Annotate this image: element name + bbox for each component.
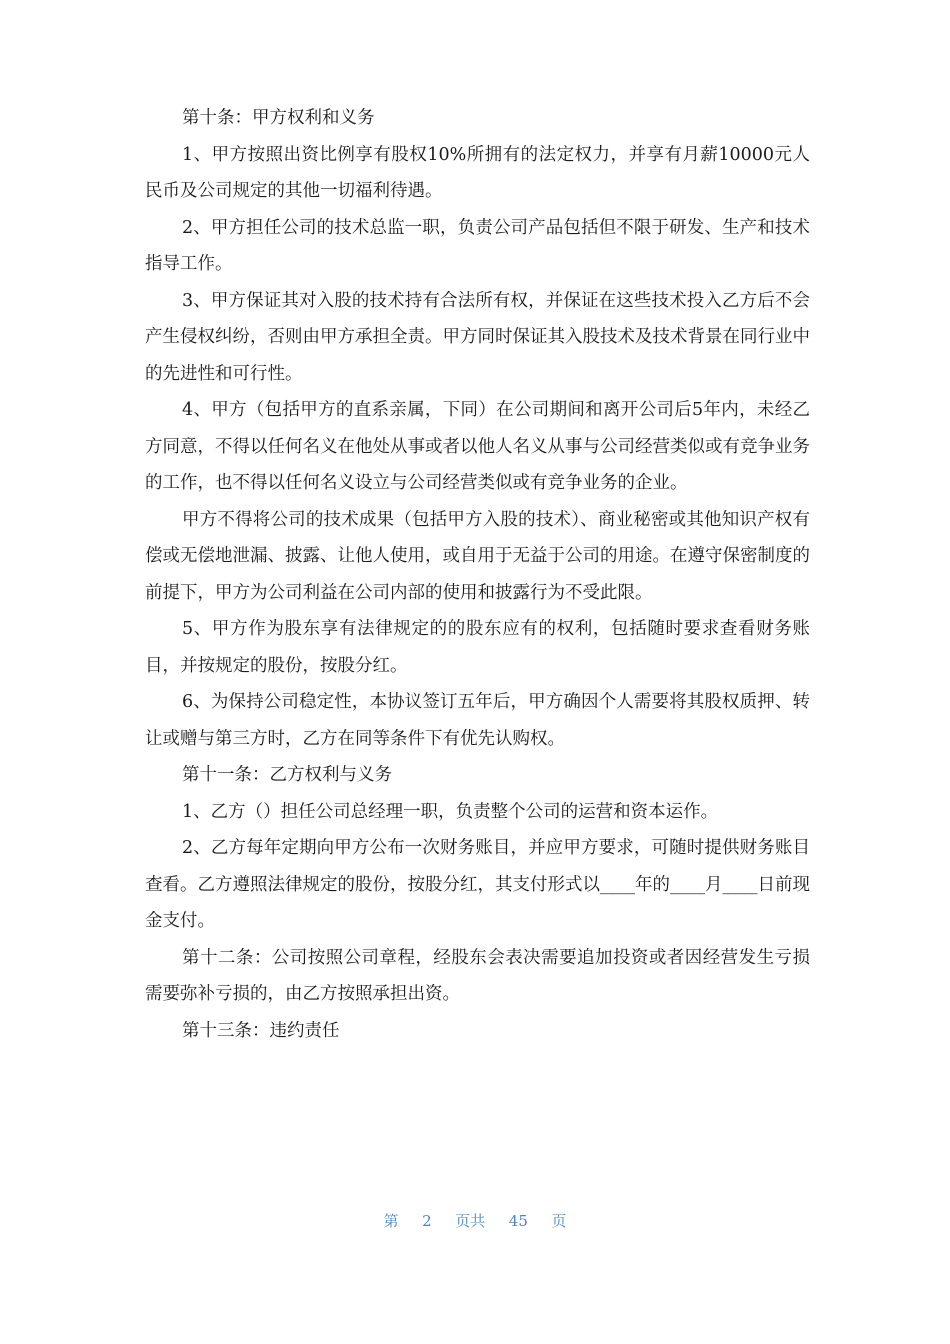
clause-10-item-1: 1、甲方按照出资比例享有股权10%所拥有的法定权力，并享有月薪10000元人民币及公司规定的其他一切福利待遇。	[145, 144, 810, 201]
clause-10-item-6: 6、为保持公司稳定性，本协议签订五年后，甲方确因个人需要将其股权质押、转让或赠与第三方时，乙方在同等条件下有优先认购权。	[145, 692, 810, 749]
footer-prefix: 第	[383, 1212, 399, 1230]
document-body	[145, 100, 810, 1049]
clause-12: 第十二条：公司按照公司章程，经股东会表决需要追加投资或者因经营发生亏损需要弥补亏损的，由乙方按照承担出资。	[145, 947, 810, 1004]
clause-10-item-4: 4、甲方（包括甲方的直系亲属，下同）在公司期间和离开公司后5年内，未经乙方同意，不得以任何名义在他处从事或者以他人名义从事与公司经营类似或有竞争业务的工作，也不得以任何名义设立与公司经营类似或有竞争业务的企业。	[145, 400, 810, 493]
clause-11-heading: 第十一条：乙方权利与义务	[182, 765, 392, 785]
clause-10-item-2: 2、甲方担任公司的技术总监一职，负责公司产品包括但不限于研发、生产和技术指导工作。	[145, 217, 810, 274]
page-footer	[0, 1210, 950, 1231]
clause-10-item-5: 5、甲方作为股东享有法律规定的的股东应有的权利，包括随时要求查看财务账目，并按规定的股份，按股分红。	[145, 619, 810, 676]
clause-13-heading: 第十三条：违约责任	[182, 1020, 340, 1041]
clause-11-item-2: 2、乙方每年定期向甲方公布一次财务账目，并应甲方要求，可随时提供财务账目查看。乙方遵照法律规定的股份，按股分红，其支付形式以____年的____月____日前现金支付。	[145, 838, 810, 931]
footer-suffix: 页	[551, 1212, 567, 1230]
clause-10-confidentiality: 甲方不得将公司的技术成果（包括甲方入股的技术）、商业秘密或其他知识产权有偿或无偿地泄漏、披露、让他人使用，或自用于无益于公司的用途。在遵守保密制度的前提下，甲方为公司利益在公司内部的使用和披露行为不受此限。	[145, 509, 810, 603]
footer-total-pages: 45	[508, 1212, 528, 1230]
clause-10-item-3: 3、甲方保证其对入股的技术持有合法所有权，并保证在这些技术投入乙方后不会产生侵权纠纷，否则由甲方承担全责。甲方同时保证其入股技术及技术背景在同行业中的先进性和可行性。	[145, 290, 810, 384]
footer-middle: 页共	[455, 1212, 486, 1230]
clause-10-heading: 第十条：甲方权利和义务	[182, 108, 375, 128]
clause-11-item-1: 1、乙方（）担任公司总经理一职，负责整个公司的运营和资本运作。	[182, 801, 719, 822]
footer-current-page: 2	[422, 1212, 432, 1230]
